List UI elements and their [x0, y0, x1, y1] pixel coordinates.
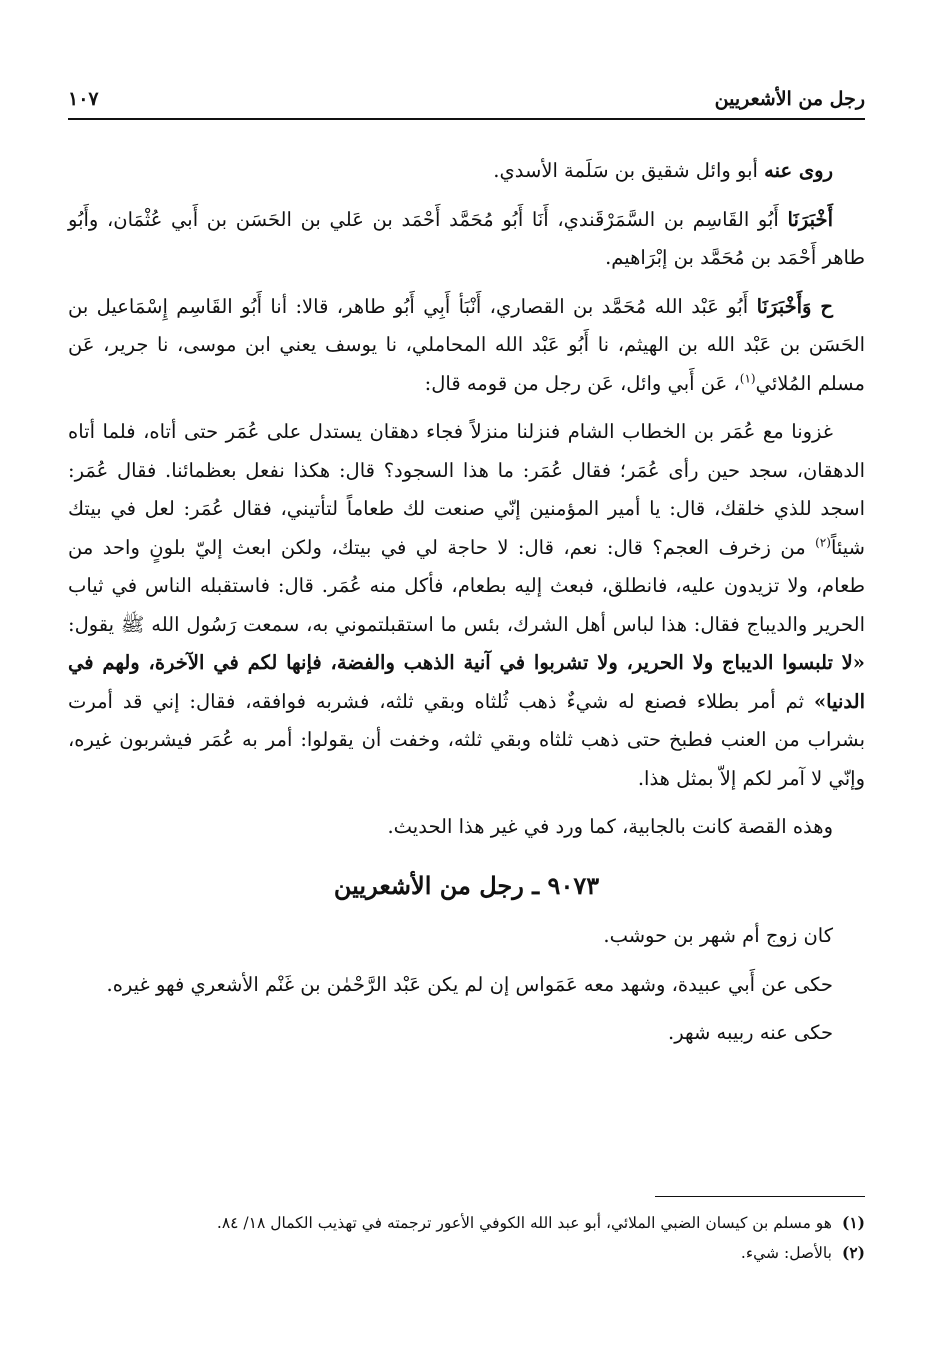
entry-paragraph: حكى عن أَبي عبيدة، وشهد معه عَمَواس إن لم يكن عَبْد الرَّحْمٰن بن غَنْم الأشعري فهو غيره. [106, 972, 833, 996]
paragraph-text: ، عَن أَبي وائل، عَن رجل من قومه قال: [424, 371, 740, 395]
hadith-quote: «لا تلبسوا الديباج ولا الحرير، ولا تشربوا في آنية الذهب والفضة، فإنها لكم في الآخرة، ولهم في الدنيا» [68, 651, 865, 713]
paragraph-text: غزونا مع عُمَر بن الخطاب الشام فنزلنا منزلاً فجاء دهقان يستدل على عُمَر حتى أتاه، فلما أتاه الدهقان، سجد حين رأى عُمَر؛ فقال عُمَر: ما هذا السجود؟ قال: هكذا نفعل بعظمائنا. فقال عُمَر: اسجد للذي خلقك، قال: يا أمير المؤمنين إنّي صنعت لك طعاماً لتأتيني، فقال عُمَر: لعل في بيتك شيئاً [68, 420, 865, 559]
footnote-text: هو مسلم بن كيسان الضبي الملائي، أبو عبد الله الكوفي الأعور ترجمته في تهذيب الكمال ١٨/ ٨٤. [216, 1214, 832, 1232]
paragraph-isnad-1 [68, 201, 865, 278]
footnote-number: (٢) [841, 1243, 865, 1262]
paragraph-text: ثم أمر بطلاء فصنع له شيءٌ ذهب ثُلثاه وبقي ثلثه، فشربه فوافقه، فقال: إني قد أمرت بشراب من العنب فطبخ حتى ذهب ثلثاه وبقي ثلثه، وخفت أن يقولوا: أمر به عُمَر فيشربون غيره، وإنّي لا آمر لكم إلاّ بمثل هذا. [68, 689, 865, 790]
footnote [68, 1208, 865, 1238]
paragraph-lead: أَخْبَرَنَا [787, 207, 833, 231]
paragraph-text: أَبُو عَبْد الله مُحَمَّد بن القصاري، أَنْبَأ أَبِي أَبُو طاهر، قالا: أنا أَبُو القَاسِم إِسْمَاعيل بن الحَسَن بن عَبْد الله بن الهيثم، نا أَبُو عَبْد الله المحاملي، نا يوسف يعني ابن موسى، نا جرير، عَن مسلم المُلائي [68, 294, 865, 395]
footnote-marker: (٢) [815, 535, 831, 549]
running-header [68, 78, 865, 120]
footnote-text: بالأصل: شيء. [740, 1244, 832, 1262]
book-page [68, 78, 865, 1318]
main-text [68, 152, 865, 1053]
footnote-divider [655, 1196, 865, 1197]
paragraph-lead: ح وَأَخْبَرَنَا [756, 294, 833, 318]
paragraph-conclusion: وهذه القصة كانت بالجابية، كما ورد في غير هذا الحديث. [387, 815, 833, 838]
paragraph-text: أبو وائل شقيق بن سَلَمة الأسدي. [493, 159, 765, 182]
paragraph-story [68, 413, 865, 798]
paragraph-text: أَبُو القَاسِم بن السَّمَرْقَندي، أَنَا أَبُو مُحَمَّد أَحْمَد بن عَلي بن الحَسَن بن أَبي عُثْمَان، وأَبُو طاهر أَحْمَد بن مُحَمَّد بن إبْرَاهيم. [68, 207, 865, 269]
paragraph-narrator [68, 152, 865, 191]
entry-paragraph: كان زوج أم شهر بن حوشب. [603, 924, 833, 947]
footnotes [68, 1208, 865, 1268]
footnote-number: (١) [841, 1213, 865, 1232]
footnote [68, 1238, 865, 1268]
footnote-marker: (١) [739, 371, 756, 385]
paragraph-lead: روى عنه [764, 159, 833, 182]
paragraph-text: من زخرف العجم؟ قال: نعم، قال: لا حاجة لي في بيتك، ولكن ابعث إليّ بلونٍ واحد من طعام، ولا تزيدون عليه، فانطلق، فبعث إليه بطعام، فأكل منه عُمَر. قال: فاستقبله الناس في ثياب الحرير والديباج فقال: هذا لباس أهل الشرك، بئس ما استقبلتموني به، سمعت رَسُول الله ﷺ يقول: [68, 535, 865, 636]
entry-paragraph: حكى عنه ربيبه شهر. [668, 1021, 833, 1044]
page-number: ١٠٧ [68, 88, 99, 110]
entry-heading: ٩٠٧٣ ـ رجل من الأشعريين [333, 870, 600, 900]
running-title: رجل من الأشعريين [714, 88, 865, 110]
paragraph-isnad-2 [68, 288, 865, 404]
